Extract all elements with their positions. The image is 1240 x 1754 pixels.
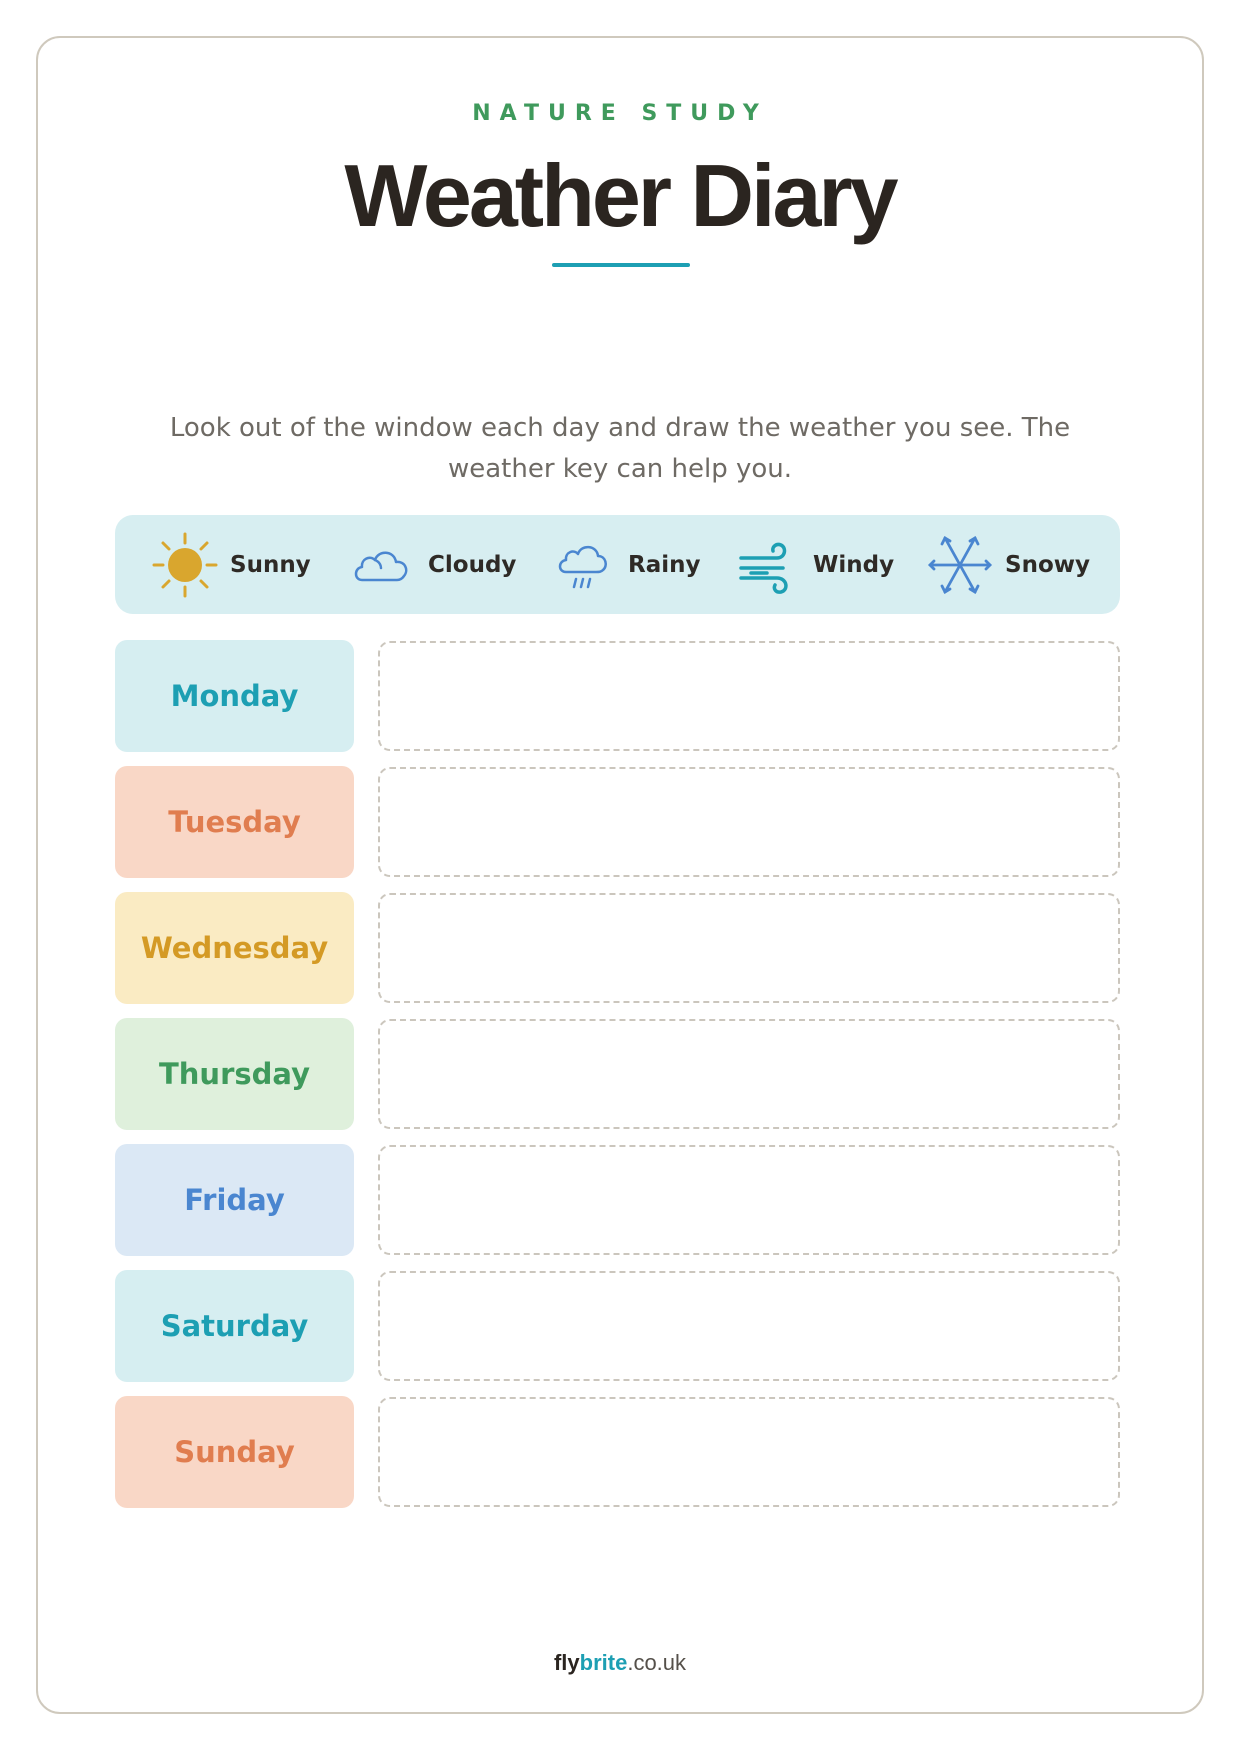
eyebrow-label: NATURE STUDY	[472, 101, 768, 126]
day-row-wednesday	[115, 892, 1120, 1004]
key-item-sunny	[150, 515, 311, 614]
day-label-tuesday: Tuesday	[115, 766, 354, 878]
drawing-box-sunday[interactable]	[378, 1397, 1120, 1507]
day-row-sunday	[115, 1396, 1120, 1508]
rain-cloud-icon	[548, 530, 618, 600]
brand-fly: fly	[553, 1650, 580, 1675]
day-row-tuesday	[115, 766, 1120, 878]
key-label-rainy: Rainy	[628, 551, 701, 578]
instructions-text: Look out of the window each day and draw the weather you see. The weather key can help you.	[169, 413, 1071, 484]
key-item-cloudy	[348, 515, 516, 614]
drawing-box-saturday[interactable]	[378, 1271, 1120, 1381]
drawing-box-friday[interactable]	[378, 1145, 1120, 1255]
day-label-wednesday: Wednesday	[115, 892, 354, 1004]
drawing-box-thursday[interactable]	[378, 1019, 1120, 1129]
key-label-windy: Windy	[813, 551, 895, 578]
day-label-saturday: Saturday	[115, 1270, 354, 1382]
key-label-sunny: Sunny	[230, 551, 311, 578]
weather-key	[115, 515, 1120, 614]
day-row-friday	[115, 1144, 1120, 1256]
day-label-sunday: Sunday	[115, 1396, 354, 1508]
day-label-friday: Friday	[115, 1144, 354, 1256]
key-item-windy	[733, 515, 894, 614]
key-item-snowy	[925, 515, 1090, 614]
day-label-thursday: Thursday	[115, 1018, 354, 1130]
key-label-cloudy: Cloudy	[428, 551, 517, 578]
title-underline	[552, 263, 690, 267]
day-row-monday	[115, 640, 1120, 752]
wind-icon	[733, 530, 803, 600]
brand-brite: brite	[579, 1650, 628, 1675]
day-row-saturday	[115, 1270, 1120, 1382]
page-title: Weather Diary	[344, 146, 896, 245]
drawing-box-monday[interactable]	[378, 641, 1120, 751]
drawing-box-tuesday[interactable]	[378, 767, 1120, 877]
drawing-box-wednesday[interactable]	[378, 893, 1120, 1003]
snowflake-icon	[925, 530, 995, 600]
day-label-monday: Monday	[115, 640, 354, 752]
cloud-icon	[348, 530, 418, 600]
key-label-snowy: Snowy	[1005, 551, 1090, 578]
day-row-thursday	[115, 1018, 1120, 1130]
footer-brand	[0, 1650, 1240, 1676]
brand-domain: .co.uk	[627, 1650, 687, 1675]
sun-icon	[150, 530, 220, 600]
key-item-rainy	[548, 515, 700, 614]
